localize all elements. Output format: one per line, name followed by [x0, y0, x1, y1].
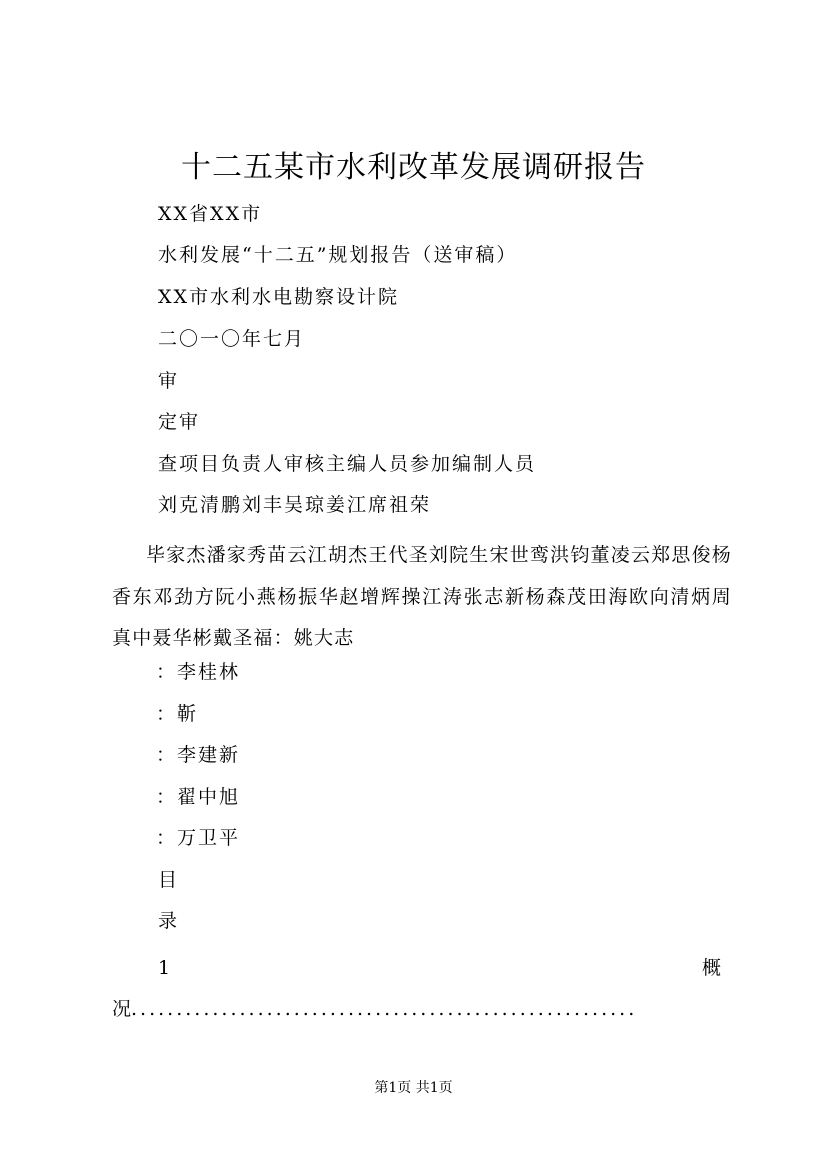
date-line: 二〇一〇年七月 — [158, 328, 306, 350]
staff-line: ：翟中旭 — [156, 786, 241, 808]
province-city-line: XX省XX市 — [158, 203, 263, 225]
roles-line: 查项目负责人审核主编人员参加编制人员 — [158, 453, 537, 475]
toc-entry-title: 概 — [702, 957, 722, 979]
report-name-line: 水利发展“十二五”规划报告（送审稿） — [158, 244, 518, 266]
staff-line: ：万卫平 — [156, 827, 241, 849]
staff-names-paragraph: 毕家杰潘家秀苗云江胡杰王代圣刘院生宋世鸾洪钧董凌云郑思俊杨香东邓劲方阮小燕杨振华赵增辉操江涛张志新杨森茂田海欧向清炳周真中聂华彬戴圣福：姚大志 — [112, 544, 732, 649]
review-label: 审 — [158, 370, 180, 392]
toc-heading-second: 录 — [158, 910, 180, 932]
staff-line: ：李建新 — [156, 744, 241, 766]
toc-entry-number: 1 — [158, 957, 171, 979]
approval-label: 定审 — [158, 411, 201, 433]
page-footer: 第1页 共1页 — [374, 1080, 453, 1096]
toc-heading-first: 目 — [158, 869, 180, 891]
toc-leader-dots: ........................................................ — [131, 998, 638, 1020]
institute-line: XX市水利水电勘察设计院 — [158, 286, 400, 308]
document-title: 十二五某市水利改革发展调研报告 — [181, 150, 646, 185]
toc-entry-continuation — [112, 996, 742, 1022]
names-line: 刘克清鹏刘丰吴琼姜江席祖荣 — [158, 494, 432, 516]
staff-line: ：靳 — [156, 703, 199, 725]
staff-line: ：李桂林 — [156, 661, 241, 683]
toc-entry-title-end: 况 — [112, 998, 132, 1020]
